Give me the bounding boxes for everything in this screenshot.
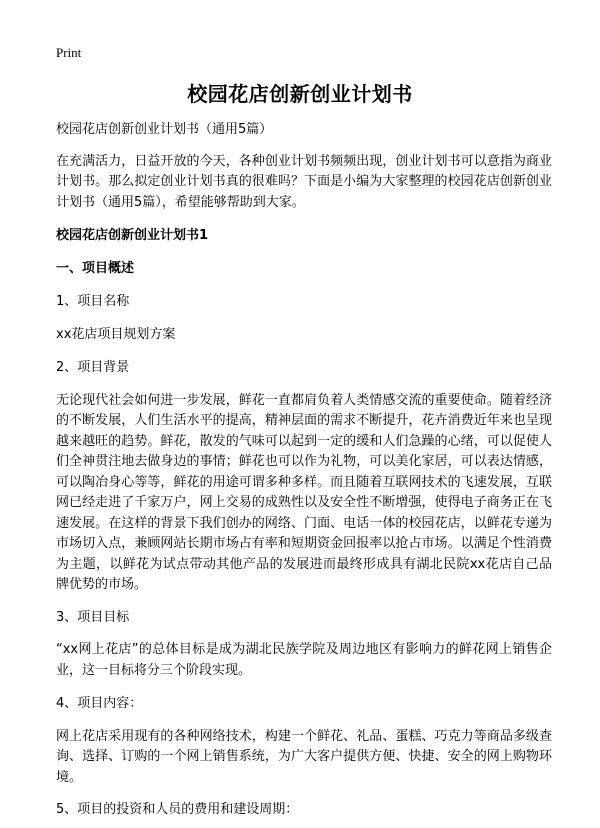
item-1-text: xx花店项目规划方案 (56, 326, 176, 342)
document-subtitle: 校园花店创新创业计划书（通用5篇） (56, 122, 273, 137)
document-body (56, 120, 552, 821)
item-1-heading: 1、项目名称 (56, 294, 130, 309)
print-link[interactable]: Print (56, 45, 82, 60)
page-title: 校园花店创新创业计划书 (187, 82, 413, 106)
part-1-heading: 一、项目概述 (56, 260, 135, 276)
section-title: 校园花店创新创业计划书1 (56, 228, 209, 243)
item-3-heading: 3、项目目标 (56, 609, 130, 625)
intro-paragraph: 在充满活力，日益开放的今天，各种创业计划书频频出现，创业计划书可以意指为商业计划书。那么拟定创业计划书真的很难吗？下面是小编为大家整理的校园花店创新创业计划书（通用5篇），希望能够帮助到大家。 (56, 153, 552, 210)
item-4-text: 网上花店采用现有的各种网络技术，构建一个鲜花、礼品、蛋糕、巧克力等商品多级查询、选择、订购的一个网上销售系统，为广大客户提供方便、快捷、安全的网上购物环境。 (56, 728, 552, 785)
item-2-heading: 2、项目背景 (56, 360, 130, 375)
item-5-heading: 5、项目的投资和人员的费用和建设周期： (56, 802, 299, 817)
item-3-text: “xx网上花店”的总体目标是成为湖北民族学院及周边地区有影响力的鲜花网上销售企业，这一目标将分三个阶段实现。 (56, 642, 552, 678)
item-4-heading: 4、项目内容： (56, 696, 143, 711)
item-2-text: 无论现代社会如何进一步发展，鲜花一直都肩负着人类情感交流的重要使命。随着经济的不断发展，人们生活水平的提高，精神层面的需求不断提升，花卉消费近年来也呈现越来越旺的趋势。鲜花，散发的气味可以起到一定的缓和人们急躁的心绪，可以促使人们全神贯注地去做身边的事情；鲜花也可以作为礼物，可以美化家居，可以表达情感，可以陶冶身心等等，鲜花的用途可谓多种多样。而且随着互联网技术的飞速发展，互联网已经走进了千家万户，网上交易的成熟性以及安全性不断增强，使得电子商务正在飞速发展。在这样的背景下我们创办的网络、门面、电话一体的校园花店，以鲜花专递为市场切入点，兼顾网站长期市场占有率和短期资金回报率以抢占市场。以满足个性消费为主题，以鲜花为试点带动其他产品的发展进而最终形成具有湖北民院xx花店自己品牌优势的市场。 (56, 392, 552, 592)
